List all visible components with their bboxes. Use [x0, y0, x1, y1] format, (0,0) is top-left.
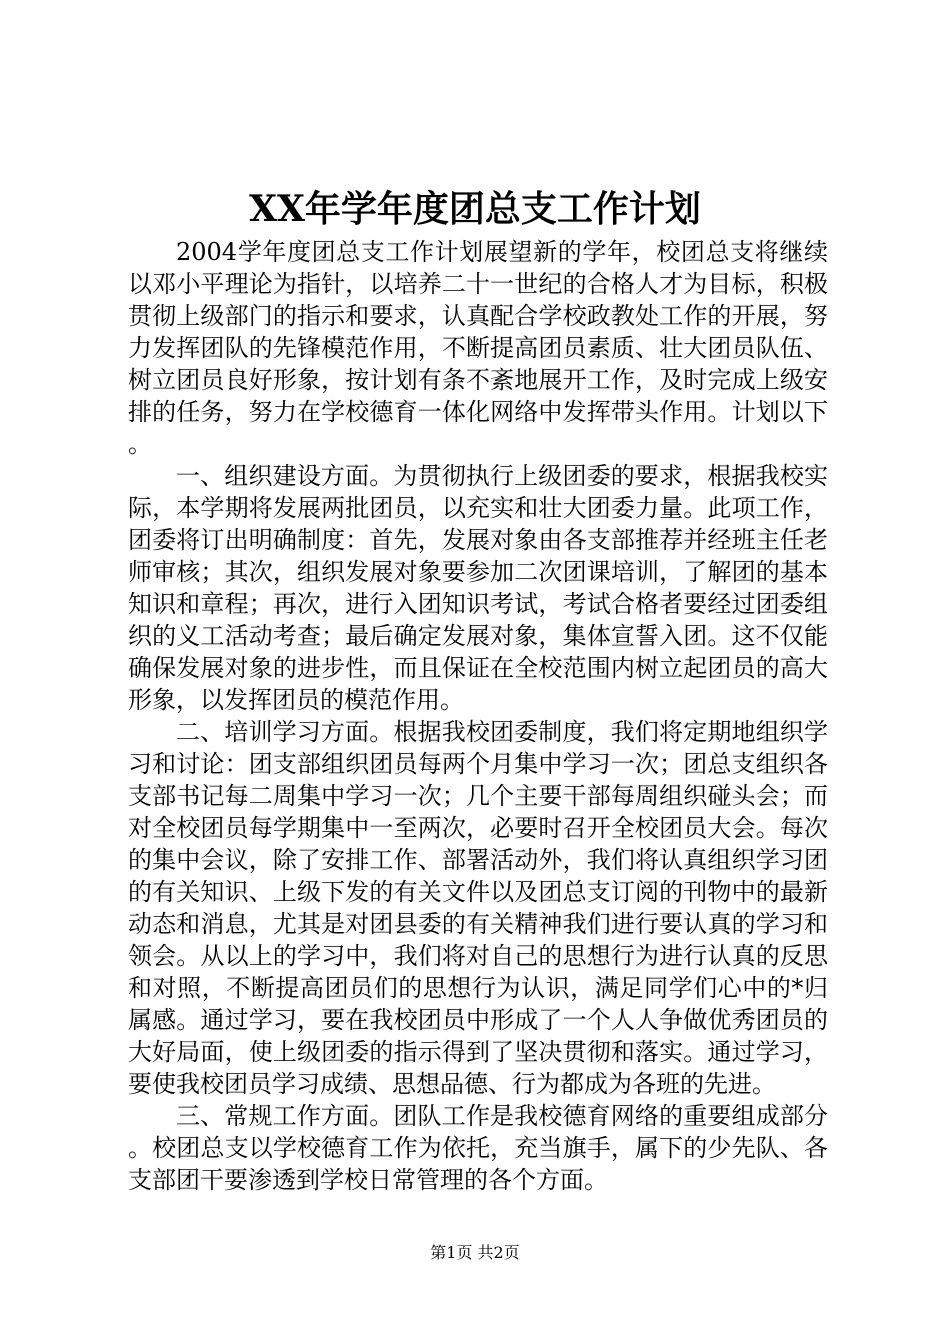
page-number-footer: 第1页 共2页	[430, 1243, 520, 1262]
document-title: XX年学年度团总支工作计划	[249, 188, 701, 230]
paragraph-training: 二、培训学习方面。根据我校团委制度，我们将定期地组织学习和讨论：团支部组织团员每两个月集中学习一次；团总支组织各支部书记每二周集中学习一次；几个主要干部每周组织碰头会；而对全校团员每学期集中一至两次，必要时召开全校团员大会。每次的集中会议，除了安排工作、部署活动外，我们将认真组织学习团的有关知识、上级下发的有关文件以及团总支订阅的刊物中的最新动态和消息，尤其是对团县委的有关精神我们进行要认真的学习和领会。从以上的学习中，我们将对自己的思想行为进行认真的反思和对照，不断提高团员们的思想行为认识，满足同学们心中的*归属感。通过学习，要在我校团员中形成了一个人人争做优秀团员的大好局面，使上级团委的指示得到了坚决贯彻和落实。通过学习，要使我校团员学习成绩、思想品德、行为都成为各班的先进。	[128, 718, 828, 1098]
paragraph-intro: 2004学年度团总支工作计划展望新的学年，校团总支将继续以邓小平理论为指针，以培养二十一世纪的合格人才为目标，积极贯彻上级部门的指示和要求，认真配合学校政教处工作的开展，努力发挥团队的先锋模范作用，不断提高团员素质、壮大团员队伍、树立团员良好形象，按计划有条不紊地展开工作，及时完成上级安排的任务，努力在学校德育一体化网络中发挥带头作用。计划以下。	[128, 238, 828, 458]
paragraph-organization: 一、组织建设方面。为贯彻执行上级团委的要求，根据我校实际，本学期将发展两批团员，以充实和壮大团委力量。此项工作，团委将订出明确制度：首先，发展对象由各支部推荐并经班主任老师审核；其次，组织发展对象要参加二次团课培训，了解团的基本知识和章程；再次，进行入团知识考试，考试合格者要经过团委组织的义工活动考查；最后确定发展对象，集体宣誓入团。这不仅能确保发展对象的进步性，而且保证在全校范围内树立起团员的高大形象，以发挥团员的模范作用。	[128, 462, 828, 714]
document-body	[128, 236, 828, 1196]
paragraph-routine: 三、常规工作方面。团队工作是我校德育网络的重要组成部分。校团总支以学校德育工作为依托，充当旗手，属下的少先队、各支部团干要渗透到学校日常管理的各个方面。	[128, 1102, 828, 1194]
